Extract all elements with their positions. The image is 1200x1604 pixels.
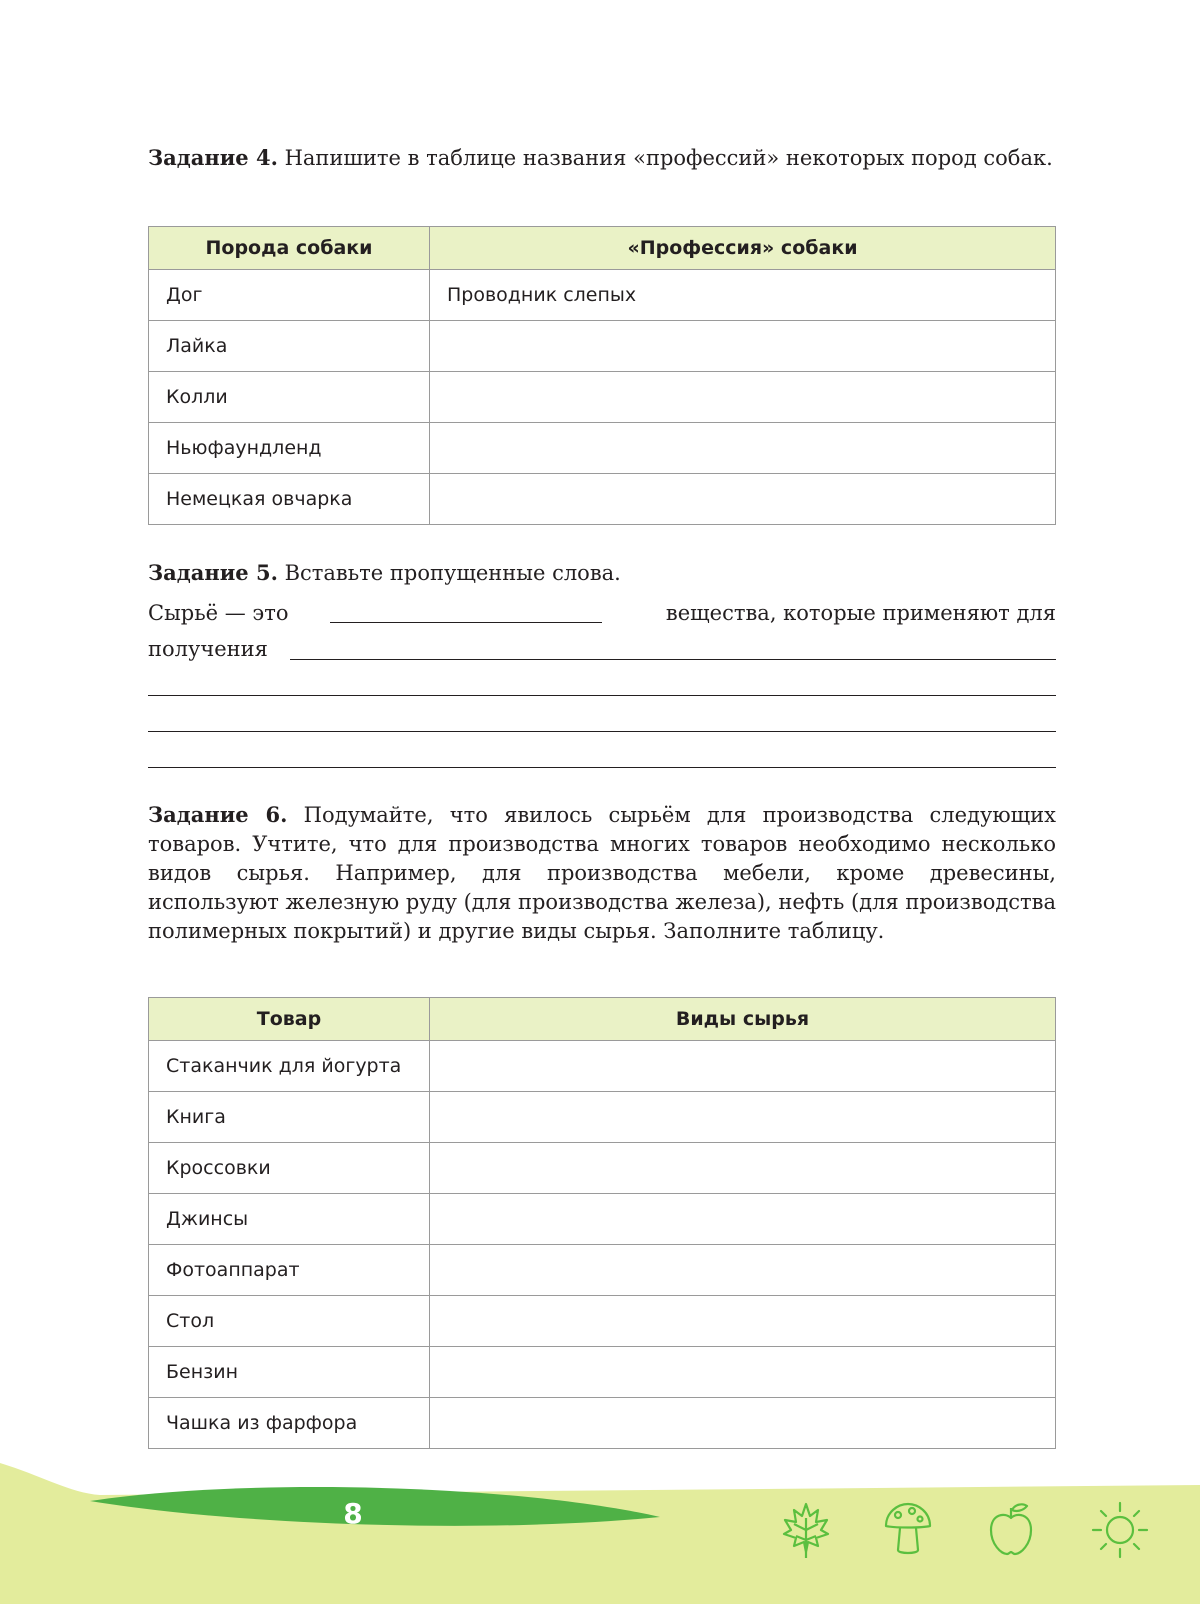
breed-cell: Немецкая овчарка [149,474,430,525]
task5-instruction [148,558,1056,588]
task4-instruction [148,143,1056,173]
blank-line-1[interactable] [330,622,602,623]
task5-text: Вставьте пропущенные слова. [277,561,621,585]
profession-cell[interactable] [430,321,1056,372]
header-breed: Порода собаки [149,227,430,270]
maple-leaf-icon [780,1500,832,1560]
task6-label: Задание 6. [148,802,288,827]
product-cell: Стол [149,1296,430,1347]
raw-material-cell[interactable] [430,1245,1056,1296]
table-row [149,270,1056,321]
breed-cell: Дог [149,270,430,321]
table-row [149,1194,1056,1245]
table-row [149,1245,1056,1296]
table-row [149,1296,1056,1347]
task5-label: Задание 5. [148,560,278,585]
table-row [149,1143,1056,1194]
table-header-row [149,227,1056,270]
page-number: 8 [343,1497,363,1530]
mushroom-icon [882,1500,934,1560]
table-row [149,474,1056,525]
profession-cell[interactable] [430,423,1056,474]
profession-cell[interactable]: Проводник слепых [430,270,1056,321]
product-cell: Чашка из фарфора [149,1398,430,1449]
task6-instruction [148,800,1056,946]
raw-material-cell[interactable] [430,1143,1056,1194]
profession-cell[interactable] [430,474,1056,525]
product-cell: Стаканчик для йогурта [149,1041,430,1092]
table-row [149,1347,1056,1398]
product-cell: Кроссовки [149,1143,430,1194]
task4-table [148,226,1056,525]
raw-material-cell[interactable] [430,1194,1056,1245]
blank-line-2[interactable] [290,659,1056,660]
task4-label: Задание 4. [148,145,278,170]
task5-part1: Сырьё — это [148,601,289,625]
breed-cell: Колли [149,372,430,423]
blank-line-3[interactable] [148,695,1056,696]
profession-cell[interactable] [430,372,1056,423]
raw-material-cell[interactable] [430,1041,1056,1092]
task6-text: Подумайте, что явилось сырьём для производства следующих товаров. Учтите, что для производства многих товаров необходимо несколько видов сырья. Например, для производства мебели, кроме древесины, используют железную руду (для производства железа), нефть (для производства полимерных покрытий) и другие виды сырья. Заполните таблицу. [148,803,1056,943]
product-cell: Книга [149,1092,430,1143]
raw-material-cell[interactable] [430,1092,1056,1143]
apple-icon [985,1500,1037,1560]
blank-line-5[interactable] [148,767,1056,768]
breed-cell: Лайка [149,321,430,372]
breed-cell: Ньюфаундленд [149,423,430,474]
table-row [149,372,1056,423]
product-cell: Джинсы [149,1194,430,1245]
task4-text: Напишите в таблице названия «профессий» некоторых пород собак. [277,146,1053,170]
table-header-row [149,998,1056,1041]
task5-part2: вещества, которые применяют для [665,601,1056,625]
table-row [149,1398,1056,1449]
product-cell: Фотоаппарат [149,1245,430,1296]
sun-icon [1090,1500,1150,1560]
header-product: Товар [149,998,430,1041]
header-profession: «Профессия» собаки [430,227,1056,270]
table-row [149,321,1056,372]
raw-material-cell[interactable] [430,1347,1056,1398]
task5-part3: получения [148,637,268,661]
raw-material-cell[interactable] [430,1296,1056,1347]
header-raw-materials: Виды сырья [430,998,1056,1041]
task6-table [148,997,1056,1449]
table-row [149,1092,1056,1143]
table-row [149,423,1056,474]
product-cell: Бензин [149,1347,430,1398]
raw-material-cell[interactable] [430,1398,1056,1449]
blank-line-4[interactable] [148,731,1056,732]
table-row [149,1041,1056,1092]
